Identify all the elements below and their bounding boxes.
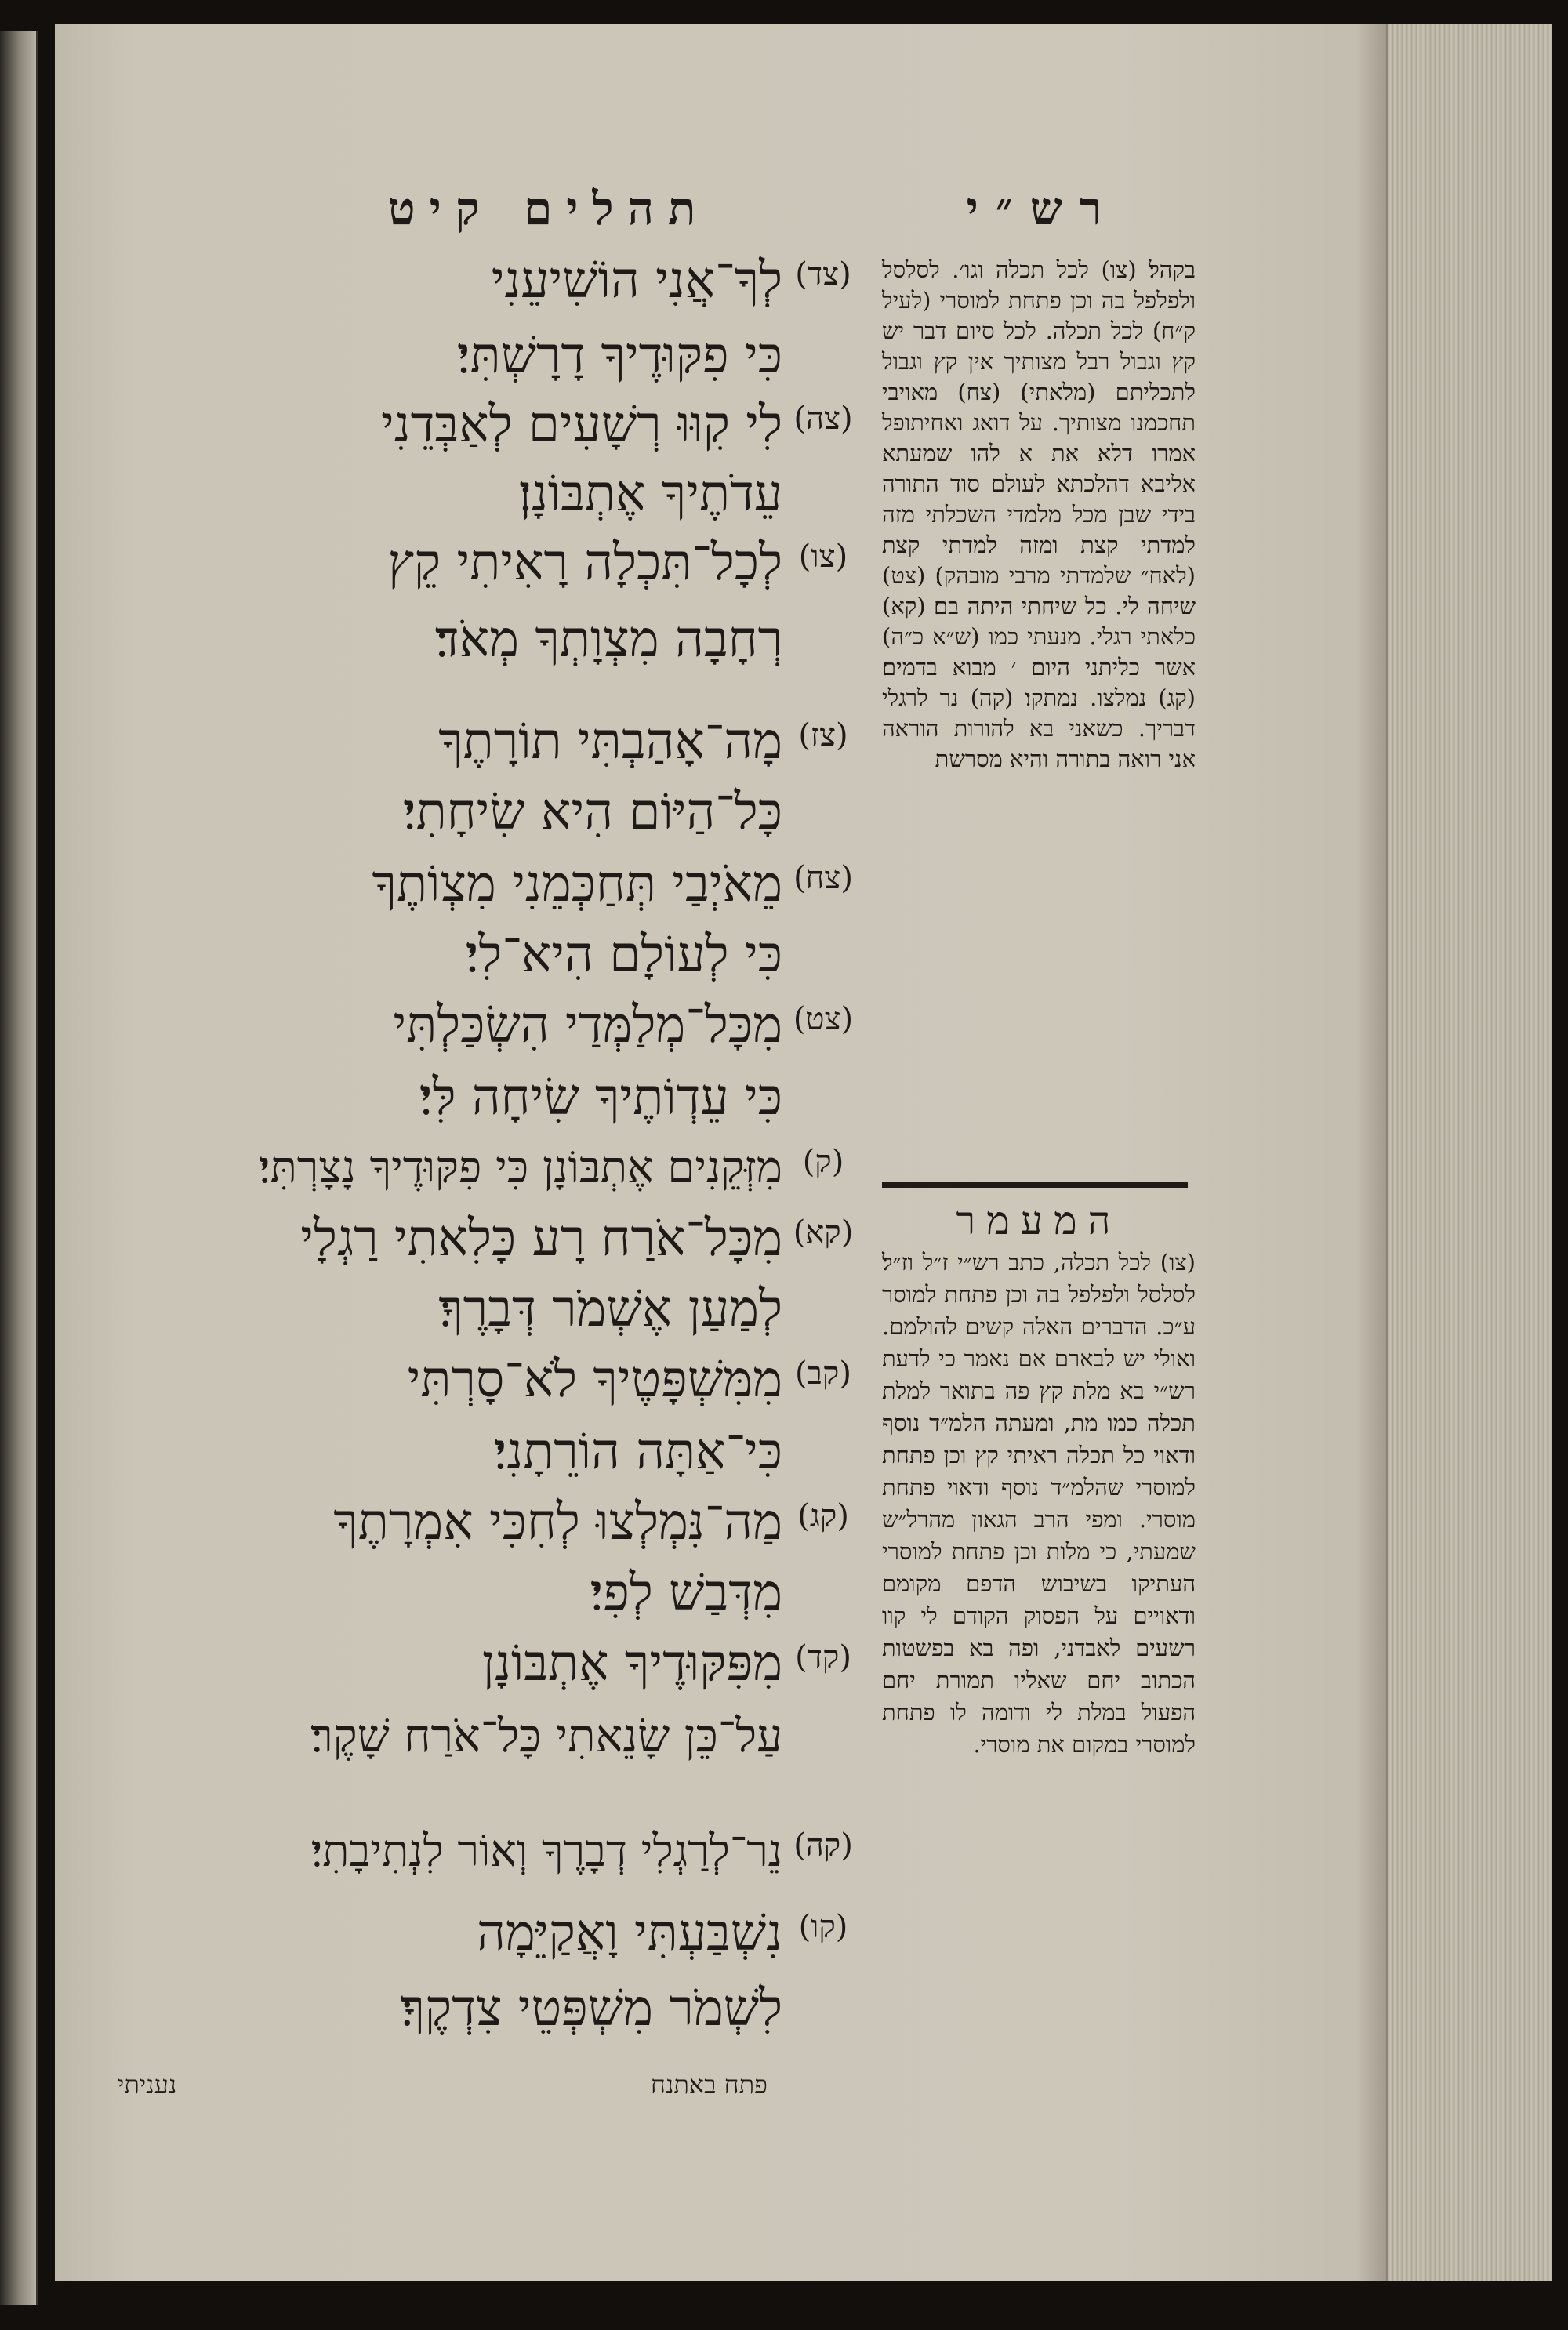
verse-text: לְכָל־תִּכְלָה רָאִיתִי קֵץ	[387, 534, 782, 592]
verse-line	[149, 1203, 855, 1275]
verse-line	[149, 776, 855, 848]
verse-line	[149, 1700, 855, 1772]
verse-number: (קד)	[795, 1639, 851, 1675]
verse-text: מִמִּשְׁפָּטֶיךָ לֹא־סָרְתִּי	[407, 1351, 782, 1409]
verse-number: (צז)	[798, 717, 848, 753]
verse-line	[149, 1273, 855, 1345]
verse-line	[149, 1628, 855, 1700]
verse-line	[149, 1897, 855, 1969]
verse-text: לִי קִוּוּ רְשָׁעִים לְאַבְּדֵנִי	[381, 396, 782, 454]
verse-text: מִפִּקּוּדֶיךָ אֶתְבּוֹנָן	[481, 1635, 782, 1693]
verse-text: מִזְּקֵנִים אֶתְבּוֹנָן כִּי פִקּוּדֶיךָ נָצָרְתִּי׃	[258, 1142, 782, 1193]
verse-number: (צה)	[793, 401, 853, 437]
verse-number: (ק)	[802, 1144, 844, 1180]
verse-line	[149, 848, 855, 920]
verse-number: (צו)	[798, 539, 848, 575]
verse-line	[149, 604, 855, 676]
verse-number: (צד)	[795, 256, 851, 292]
verse-line	[149, 1557, 855, 1629]
gutter-shadow	[1356, 24, 1388, 2281]
verse-number: (קא)	[793, 1214, 854, 1250]
verse-text: מִכָּל־מְלַמְּדַי הִשְׂכַּלְתִּי	[393, 996, 782, 1054]
verse-line	[149, 1486, 855, 1559]
verse-line	[149, 919, 855, 991]
verse-text: כִּי עֵדְוֹתֶיךָ שִׂיחָה לִּי׃	[419, 1069, 782, 1127]
footer-signature: נעניתי	[118, 2070, 177, 2100]
book-header: תהלים קיט	[387, 182, 710, 235]
maamar-commentary: (צו) לכל תכלה, כתב רש״י ז״ל וז״ל׃ לסלסל ולפלפל בה וכן פתחת למוסר ע״כ. הדברים האלה קשים להולמם. ואולי יש לבארם אם נאמר כי לדעת רש״י בא מלת קץ פה בתואר למלת תכלה כמו מת, ומעתה הלמ״ד נוסף ודאוי כל תכלה ראיתי קץ וכן פתחת למוסרי שהלמ״ד נוסף ודאוי פתחת מוסרי. ומפי הרב הגאון מהרל״ש שמעתי, כי מלות וכן פתחת למוסרי העתיקו בשיבוש הדפם מקומם ודאויים על הפסוק הקודם לי קוו רשעים לאבדני, ופה בא בפשטות הכתוב יחם שאליו תמורת יחם הפעול במלת לי ודומה לו פתחת למוסרי במקום את מוסרי.	[882, 1249, 1196, 1758]
verse-line	[149, 527, 855, 599]
verse-text: מִכָּל־אֹרַח רָע כָּלִאתִי רַגְלָי	[300, 1210, 782, 1268]
section-divider	[882, 1182, 1188, 1188]
verse-line	[149, 1344, 855, 1416]
commentary-header: רש״י	[966, 182, 1120, 235]
verse-line	[149, 989, 855, 1062]
verse-text: כִּי־אַתָּה הוֹרֵתָנִי׃	[493, 1423, 782, 1481]
verse-text: מַה־נִּמְלְצוּ לְחִכִּי אִמְרָתֶךָ	[333, 1493, 782, 1552]
verse-text: מֵאֹיְבַי תְּחַכְּמֵנִי מִצְוֹתֶךָ	[372, 855, 782, 913]
page-edges	[1386, 24, 1552, 2281]
verse-text: עֵדֹתֶיךָ אֶתְבּוֹנָן׃	[518, 465, 782, 523]
verse-line	[149, 389, 855, 461]
verse-text: עַל־כֵּן שָׂנֵאתִי כָּל־אֹרַח שָׁקֶר׃	[310, 1709, 782, 1762]
verse-line	[149, 245, 855, 317]
verse-line	[149, 706, 855, 778]
verse-number: (קג)	[797, 1498, 849, 1534]
verse-number: (צט)	[793, 1001, 854, 1037]
verse-number: (צח)	[793, 860, 853, 896]
maamar-heading: המעמר	[956, 1198, 1122, 1243]
rashi-commentary: בקהל׃ (צו) לכל תכלה וגו׳. לסלסל ולפלפל בה וכן פתחת למוסרי (לעיל ק״ח)׃ לכל תכלה. לכל סיום דבר יש קץ וגבול רבל מצותיך אין קץ וגבול לתכליתם (מלאתי)׃ (צח) מאויבי תחכמנו מצותיך. על דואג ואחיתופל אמרו דלא את א להו שמעתא אליבא דהלכתא לעולם סוד התורה בידי שבן מכל מלמדי השכלתי מזה למדתי קצת ומזה למדתי קצת (לאח״ שלמדתי מרבי מובהק)׃ (צט) שיחה לי. כל שיחתי היתה בם׃ (קא) כלאתי רגלי. מנעתי כמו (ש״א כ״ה) אשר כליתני היום ׳ מבוא בדמים׃ (קג) נמלצו. נמתקו׃ (קה) נר לרגלי דבריך. כשאני בא להורות הוראה אני רואה בתורה והיא מסרשת	[882, 256, 1196, 772]
verse-line	[149, 320, 855, 392]
verse-text: מִדְּבַשׁ לְפִי׃	[590, 1564, 782, 1622]
verse-line	[149, 1816, 855, 1888]
verse-line	[149, 1062, 855, 1134]
verse-text: לְךָ־אֲנִי הוֹשִׁיעֵנִי	[491, 252, 782, 310]
verse-line	[149, 1973, 855, 2045]
left-page-edge	[0, 31, 38, 2305]
verse-text: כִּי לְעוֹלָם הִיא־לִי׃	[465, 926, 782, 984]
verse-text: רְחָבָה מִצְוָתְךָ מְאֹד׃	[434, 611, 782, 669]
verse-text: מָה־אָהַבְתִּי תוֹרָתֶךָ	[438, 713, 782, 771]
verse-text: נֵר־לְרַגְלִי דְבָרֶךָ וְאוֹר לִנְתִיבָתִי׃	[310, 1826, 782, 1877]
verse-text: כָּל־הַיּוֹם הִיא שִׂיחָתִי׃	[402, 783, 782, 841]
verse-line	[149, 1132, 855, 1204]
verse-text: כִּי פִקּוּדֶיךָ דָרָשְׁתִּי׃	[456, 327, 782, 385]
footer-catchword: פתח באתנח	[651, 2070, 768, 2100]
verse-number: (קה)	[793, 1827, 853, 1864]
verse-number: (קו)	[798, 1909, 848, 1945]
verse-text: נִשְׁבַּעְתִּי וָאֲקַיֵּמָה	[477, 1904, 782, 1962]
verse-number: (קב)	[795, 1356, 851, 1392]
verse-text: לְמַעַן אֶשְׁמֹר דְּבָרֶךָ׃	[438, 1280, 782, 1338]
verse-line	[149, 1416, 855, 1488]
verse-text: לִשְׁמֹר מִשְׁפְּטֵי צִדְקֶךָ׃	[400, 1980, 782, 2038]
verse-line	[149, 458, 855, 530]
